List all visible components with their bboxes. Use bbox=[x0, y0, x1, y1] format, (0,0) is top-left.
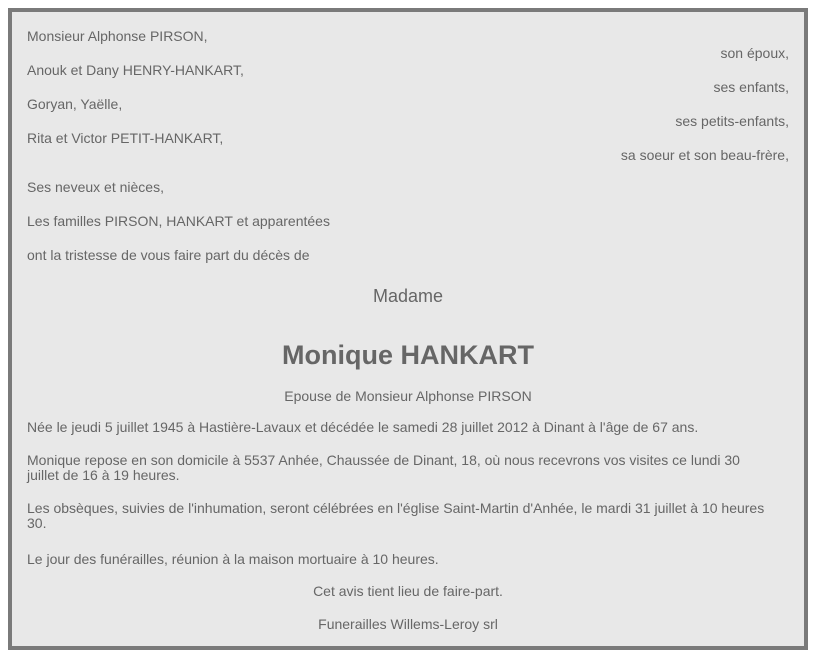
announcement-line: ont la tristesse de vous faire part du décès de bbox=[27, 247, 310, 263]
family-relation-3: ses petits-enfants, bbox=[675, 113, 789, 129]
notice-line: Cet avis tient lieu de faire-part. bbox=[313, 583, 503, 599]
birth-death-paragraph: Née le jeudi 5 juillet 1945 à Hastière-Lavaux et décédée le samedi 28 juillet 2012 à Dinant à l'âge de 67 ans. bbox=[27, 419, 699, 435]
family-relation-2: ses enfants, bbox=[713, 79, 789, 95]
honorific-title: Madame bbox=[372, 286, 444, 306]
visitation-paragraph: Monique repose en son domicile à 5537 Anhée, Chaussée de Dinant, 18, où nous recevrons vos visites ce lundi 30 juillet de 16 à 19 heures. bbox=[27, 452, 740, 483]
family-name-3: Goryan, Yaëlle, bbox=[27, 96, 123, 112]
family-relation-1: son époux, bbox=[720, 45, 789, 61]
nephews-line: Ses neveux et nièces, bbox=[27, 179, 164, 195]
family-name-1: Monsieur Alphonse PIRSON, bbox=[27, 28, 208, 44]
family-relation-4: sa soeur et son beau-frère, bbox=[620, 147, 789, 163]
funeral-paragraph: Les obsèques, suivies de l'inhumation, seront célébrées en l'église Saint-Martin d'Anhée, le mardi 31 juillet à 10 heures 30. bbox=[27, 500, 765, 531]
family-name-4: Rita et Victor PETIT-HANKART, bbox=[27, 130, 224, 146]
reception-paragraph: Le jour des funérailles, réunion à la maison mortuaire à 10 heures. bbox=[27, 551, 439, 567]
obituary-frame bbox=[8, 8, 808, 650]
spouse-line: Epouse de Monsieur Alphonse PIRSON bbox=[284, 388, 532, 404]
families-line: Les familles PIRSON, HANKART et apparentées bbox=[27, 213, 330, 229]
funeral-home-name: Funerailles Willems-Leroy srl bbox=[318, 616, 498, 632]
family-name-2: Anouk et Dany HENRY-HANKART, bbox=[27, 62, 244, 78]
deceased-name: Monique HANKART bbox=[282, 340, 534, 370]
